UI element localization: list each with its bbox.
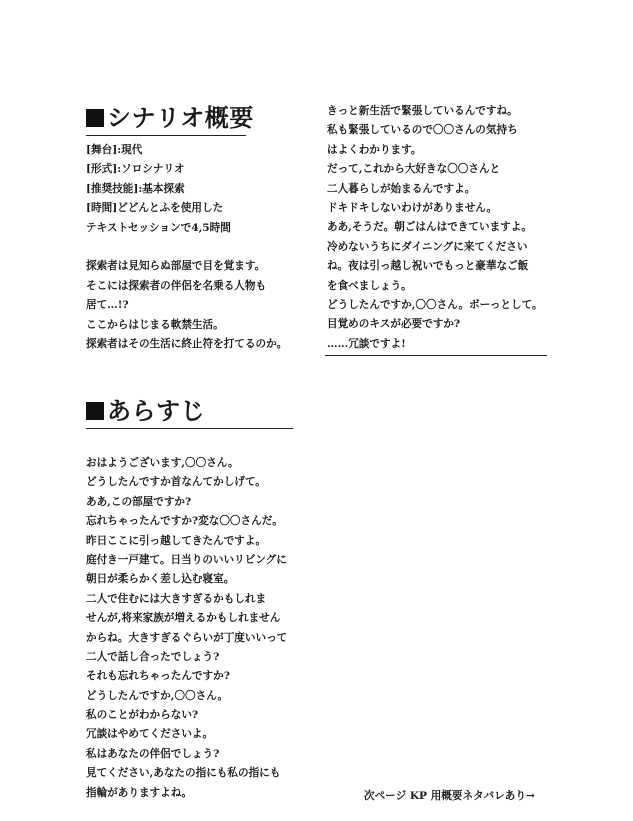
continued-underline [325,355,547,356]
continued-line: 二人暮らしが始まるんですよ。 [327,182,476,195]
synopsis-heading-underline [86,428,293,429]
synopsis-line: 朝日が柔らかく差し込む寝室。 [86,573,235,586]
continued-line: ドキドキしないわけがありません。 [327,201,498,214]
intro-line: ここからはじまる軟禁生活。 [86,318,224,331]
synopsis-line: それも忘れちゃったんですか? [86,670,230,683]
synopsis-line: 見てください,あなたの指にも私の指にも [86,767,281,780]
synopsis-line: 冗談はやめてくださいよ。 [86,728,214,741]
continued-line: どうしたんですか,〇〇さん。ボーっとして。 [327,298,543,311]
synopsis-line: 二人で話し合ったでしょう? [86,650,220,663]
continued-line: だって,これから大好きな〇〇さんと [327,163,501,176]
continued-line: 私も緊張しているので〇〇さんの気持ち [327,124,518,137]
intro-line: 探索者は見知らぬ部屋で目を覚ます。 [86,260,266,273]
spec-time-detail: テキストセッションで4,5時間 [86,221,231,234]
synopsis-line: 忘れちゃったんですか?変な〇〇さんだ。 [86,515,283,528]
continued-line: を食べましょう。 [327,279,412,292]
paragraph-gap [86,238,287,257]
synopsis-line: 二人で住むには大きすぎるかもしれま [86,592,267,605]
spec-time: [時間]どどんとふを使用した [86,202,224,215]
intro-line: そこには探索者の伴侶を名乗る人物も [86,279,267,292]
synopsis-line: 指輪がありますよね。 [86,786,192,799]
synopsis-line: 私はあなたの伴侶でしょう? [86,747,220,760]
synopsis-line: おはようございます,〇〇さん。 [86,457,239,469]
overview-heading-underline [86,135,246,136]
next-page-note: 次ページ KP 用概要ネタバレあり→ [364,790,535,802]
synopsis-heading [86,396,205,426]
synopsis-line: ああ,この部屋ですか? [86,495,192,508]
overview-heading-text: シナリオ概要 [107,103,254,132]
synopsis-line: 私のことがわからない? [86,709,199,722]
square-bullet-icon [86,109,104,127]
overview-heading [86,103,254,133]
continued-line: ね。夜は引っ越し祝いでもっと豪華なご飯 [327,260,529,273]
synopsis-continued-block [327,102,543,354]
continued-line: 目覚めのキスが必要ですか? [327,318,461,331]
square-bullet-icon [86,402,104,420]
intro-line: 探索者はその生活に終止符を打てるのか。 [86,337,288,350]
synopsis-line: 庭付き一戸建て。日当りのいいリビングに [86,553,287,566]
continued-line: ……冗談ですよ! [327,337,406,350]
synopsis-line: せんが,将来家族が増えるかもしれません [86,612,281,625]
spec-stage: [舞台]:現代 [86,144,143,156]
continued-line: ああ,そうだ。朝ごはんはできていますよ。 [327,221,532,234]
synopsis-line: どうしたんですか首なんてかしげて。 [86,476,266,489]
synopsis-heading-text: あらすじ [107,396,205,425]
spec-skills: [推奨技能]:基本探索 [86,182,185,195]
continued-line: はよくわかります。 [327,143,422,156]
overview-block [86,141,287,354]
spec-format: [形式]:ソロシナリオ [86,163,185,176]
synopsis-line: からね。大きすぎるぐらいが丁度いいって [86,631,288,644]
continued-line: 冷めないうちにダイニングに来てください [327,240,528,253]
intro-line: 居て…!? [86,299,129,312]
continued-line: きっと新生活で緊張しているんですね。 [327,105,518,117]
synopsis-line: どうしたんですか,〇〇さん。 [86,689,229,702]
synopsis-block [86,454,287,803]
synopsis-line: 昨日ここに引っ越してきたんですよ。 [86,534,267,547]
